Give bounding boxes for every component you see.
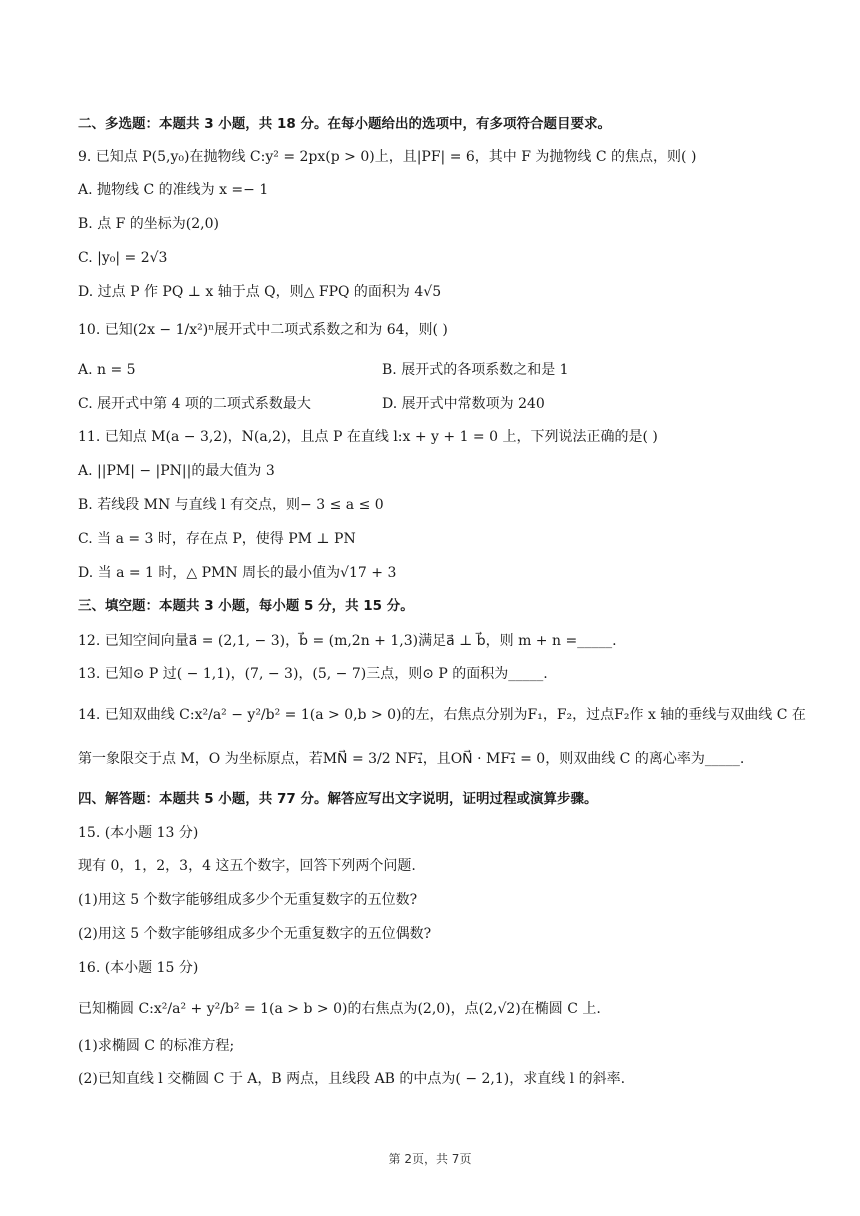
section-answer-title: 四、解答题：本题共 5 小题，共 77 分。解答应写出文字说明，证明过程或演算步骤。 xyxy=(78,791,598,807)
q16-part-1: (1)求椭圆 C 的标准方程; xyxy=(78,1038,235,1054)
q10-option-a: A. n = 5 xyxy=(78,362,136,378)
q11-stem: 11. 已知点 M(a − 3,2)，N(a,2)，且点 P 在直线 l:x + y + 1 = 0 上，下列说法正确的是( ) xyxy=(78,429,658,445)
q14-line-2: 第一象限交于点 M，O 为坐标原点，若MN⃗ = 3/2 NF₁⃗，且ON⃗ · MF₁⃗ = 0，则双曲线 C 的离心率为_____. xyxy=(78,751,745,767)
q15-body: 现有 0，1，2，3，4 这五个数字，回答下列两个问题. xyxy=(78,858,416,874)
q9-stem: 9. 已知点 P(5,y₀)在抛物线 C:y² = 2px(p > 0)上，且|PF| = 6，其中 F 为抛物线 C 的焦点，则( ) xyxy=(78,149,697,165)
q11-option-a: A. ||PM| − |PN||的最大值为 3 xyxy=(78,463,275,479)
q9-option-c: C. |y₀| = 2√3 xyxy=(78,250,168,266)
page-footer: 第 2页，共 7页 xyxy=(388,1152,472,1166)
q10-stem: 10. 已知(2x − 1/x²)ⁿ展开式中二项式系数之和为 64，则( ) xyxy=(78,322,448,338)
section-multi-choice-title: 二、多选题：本题共 3 小题，共 18 分。在每小题给出的选项中，有多项符合题目要求。 xyxy=(78,116,611,132)
q10-option-b: B. 展开式的各项系数之和是 1 xyxy=(382,362,569,378)
q16-part-2: (2)已知直线 l 交椭圆 C 于 A，B 两点，且线段 AB 的中点为( − 2,1)，求直线 l 的斜率. xyxy=(78,1071,626,1087)
q11-option-d: D. 当 a = 1 时，△ PMN 周长的最小值为√17 + 3 xyxy=(78,565,397,581)
section-fill-title: 三、填空题：本题共 3 小题，每小题 5 分，共 15 分。 xyxy=(78,598,414,614)
q16-heading: 16. (本小题 15 分) xyxy=(78,960,199,976)
q10-option-c: C. 展开式中第 4 项的二项式系数最大 xyxy=(78,396,311,412)
q15-heading: 15. (本小题 13 分) xyxy=(78,825,199,841)
q16-body: 已知椭圆 C:x²/a² + y²/b² = 1(a > b > 0)的右焦点为(2,0)，点(2,√2)在椭圆 C 上. xyxy=(78,1001,601,1017)
q14-line-1: 14. 已知双曲线 C:x²/a² − y²/b² = 1(a > 0,b > 0)的左，右焦点分别为F₁，F₂，过点F₂作 x 轴的垂线与双曲线 C 在 xyxy=(78,707,806,723)
q9-option-d: D. 过点 P 作 PQ ⊥ x 轴于点 Q，则△ FPQ 的面积为 4√5 xyxy=(78,284,442,300)
q9-option-b: B. 点 F 的坐标为(2,0) xyxy=(78,216,219,232)
q11-option-b: B. 若线段 MN 与直线 l 有交点，则− 3 ≤ a ≤ 0 xyxy=(78,497,384,513)
q13-stem: 13. 已知⊙ P 过( − 1,1)，(7, − 3)，(5, − 7)三点，则⊙ P 的面积为_____. xyxy=(78,666,548,682)
q15-part-2: (2)用这 5 个数字能够组成多少个无重复数字的五位偶数? xyxy=(78,926,432,942)
q12-stem: 12. 已知空间向量a⃗ = (2,1, − 3)，b⃗ = (m,2n + 1,3)满足a⃗ ⊥ b⃗，则 m + n =_____. xyxy=(78,633,617,649)
q11-option-c: C. 当 a = 3 时，存在点 P，使得 PM ⊥ PN xyxy=(78,531,356,547)
q9-option-a: A. 抛物线 C 的准线为 x =− 1 xyxy=(78,182,269,198)
q15-part-1: (1)用这 5 个数字能够组成多少个无重复数字的五位数? xyxy=(78,892,418,908)
q10-option-d: D. 展开式中常数项为 240 xyxy=(382,396,545,412)
